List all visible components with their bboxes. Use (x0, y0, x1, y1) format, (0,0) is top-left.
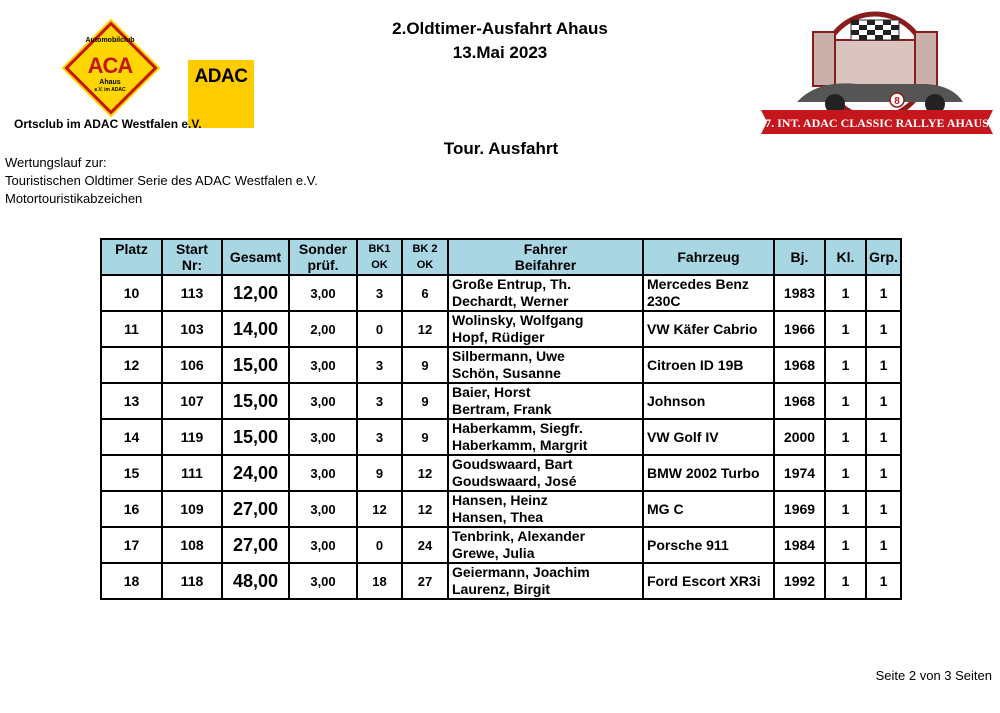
cell-gruppe: 1 (866, 563, 901, 599)
cell-fahrer-beifahrer (448, 491, 643, 527)
fahrer-name: Große Entrup, Th. (452, 276, 571, 292)
cell-bk1: 9 (357, 455, 402, 491)
fahrer-name: Wolinsky, Wolfgang (452, 312, 584, 328)
cell-gesamt: 48,00 (222, 563, 289, 599)
fahrzeug-line-1: BMW 2002 Turbo (647, 464, 760, 481)
beifahrer-name: Haberkamm, Margrit (452, 437, 588, 453)
header-fahrer: Fahrer Beifahrer (448, 239, 643, 275)
cell-klasse: 1 (825, 275, 866, 311)
cell-sonderpruef: 3,00 (289, 419, 357, 455)
aca-logo (62, 29, 158, 115)
event-date: 13.Mai 2023 (452, 43, 548, 62)
cell-fahrer-beifahrer (448, 419, 643, 455)
cell-bk2: 24 (402, 527, 448, 563)
cell-klasse: 1 (825, 527, 866, 563)
cell-gruppe: 1 (866, 491, 901, 527)
fahrzeug-line-1: VW Käfer Cabrio (647, 320, 758, 337)
header-bk1: BK1 OK (357, 239, 402, 275)
rallye-logo (757, 10, 997, 136)
fahrer-name: Goudswaard, Bart (452, 456, 573, 472)
ortsclub-label: Ortsclub im ADAC Westfalen e.V. (14, 117, 202, 131)
adac-logo: ADAC (188, 60, 254, 128)
rallye-logo-number: 8 (894, 96, 900, 107)
cell-fahrzeug (643, 563, 774, 599)
table-row (101, 383, 901, 419)
beifahrer-name: Hopf, Rüdiger (452, 329, 545, 345)
cell-bk2: 9 (402, 383, 448, 419)
cell-gesamt: 27,00 (222, 527, 289, 563)
cell-gesamt: 12,00 (222, 275, 289, 311)
cell-sonderpruef: 3,00 (289, 527, 357, 563)
fahrzeug-line-1: VW Golf IV (647, 428, 719, 445)
cell-baujahr: 1983 (774, 275, 825, 311)
table-row (101, 563, 901, 599)
header-bk2: BK 2 OK (402, 239, 448, 275)
cell-sonderpruef: 3,00 (289, 563, 357, 599)
cell-platz: 17 (101, 527, 162, 563)
table-row (101, 491, 901, 527)
cell-platz: 12 (101, 347, 162, 383)
info-line-2: Touristischen Oldtimer Serie des ADAC Westfalen e.V. (5, 173, 318, 188)
cell-fahrzeug (643, 527, 774, 563)
cell-sonderpruef: 2,00 (289, 311, 357, 347)
cell-sonderpruef: 3,00 (289, 491, 357, 527)
cell-fahrzeug (643, 347, 774, 383)
cell-fahrer-beifahrer (448, 311, 643, 347)
cell-platz: 16 (101, 491, 162, 527)
header-bj: Bj. (774, 239, 825, 275)
cell-klasse: 1 (825, 383, 866, 419)
cell-start-nr: 108 (162, 527, 222, 563)
fahrer-name: Tenbrink, Alexander (452, 528, 586, 544)
header-platz: Platz (101, 239, 162, 275)
header-sonderpruef: Sonder prüf. (289, 239, 357, 275)
cell-gruppe: 1 (866, 419, 901, 455)
document-title: 2.Oldtimer-Ausfahrt Ahaus (392, 19, 608, 38)
beifahrer-name: Schön, Susanne (452, 365, 561, 381)
fahrzeug-line-1: Johnson (647, 392, 706, 409)
cell-baujahr: 2000 (774, 419, 825, 455)
cell-fahrer-beifahrer (448, 455, 643, 491)
cell-gesamt: 15,00 (222, 347, 289, 383)
cell-gruppe: 1 (866, 455, 901, 491)
cell-gruppe: 1 (866, 527, 901, 563)
fahrer-name: Silbermann, Uwe (452, 348, 565, 364)
cell-bk1: 3 (357, 275, 402, 311)
header-grp: Grp. (866, 239, 901, 275)
rallye-logo-checkered-flag (851, 20, 899, 40)
cell-baujahr: 1992 (774, 563, 825, 599)
cell-platz: 11 (101, 311, 162, 347)
table-row (101, 275, 901, 311)
cell-bk1: 12 (357, 491, 402, 527)
beifahrer-name: Goudswaard, José (452, 473, 577, 489)
cell-bk1: 18 (357, 563, 402, 599)
beifahrer-name: Hansen, Thea (452, 509, 544, 525)
table-row (101, 347, 901, 383)
cell-fahrer-beifahrer (448, 347, 643, 383)
cell-baujahr: 1974 (774, 455, 825, 491)
header-fahrzeug: Fahrzeug (643, 239, 774, 275)
table-row (101, 311, 901, 347)
cell-baujahr: 1966 (774, 311, 825, 347)
cell-bk2: 9 (402, 419, 448, 455)
cell-gruppe: 1 (866, 275, 901, 311)
cell-bk2: 27 (402, 563, 448, 599)
cell-klasse: 1 (825, 311, 866, 347)
rallye-logo-tower-right (915, 32, 937, 86)
cell-baujahr: 1968 (774, 347, 825, 383)
beifahrer-name: Laurenz, Birgit (452, 581, 551, 597)
cell-bk1: 3 (357, 419, 402, 455)
cell-baujahr: 1968 (774, 383, 825, 419)
page-number: Seite 2 von 3 Seiten (875, 668, 992, 683)
cell-fahrer-beifahrer (448, 563, 643, 599)
table-row (101, 419, 901, 455)
header-kl: Kl. (825, 239, 866, 275)
cell-fahrzeug (643, 455, 774, 491)
table-row (101, 455, 901, 491)
cell-platz: 14 (101, 419, 162, 455)
cell-gesamt: 14,00 (222, 311, 289, 347)
cell-klasse: 1 (825, 419, 866, 455)
cell-gesamt: 15,00 (222, 383, 289, 419)
cell-sonderpruef: 3,00 (289, 455, 357, 491)
info-line-1: Wertungslauf zur: (5, 155, 107, 170)
section-title: Tour. Ausfahrt (443, 139, 559, 158)
fahrer-name: Haberkamm, Siegfr. (452, 420, 583, 436)
cell-bk2: 12 (402, 491, 448, 527)
cell-sonderpruef: 3,00 (289, 347, 357, 383)
cell-baujahr: 1984 (774, 527, 825, 563)
cell-gruppe: 1 (866, 347, 901, 383)
rallye-logo-tower-left (813, 32, 835, 86)
table-header-row (101, 239, 901, 275)
aca-logo-sub2-text: e.V. im ADAC (94, 87, 126, 93)
cell-fahrzeug (643, 275, 774, 311)
cell-sonderpruef: 3,00 (289, 383, 357, 419)
cell-platz: 10 (101, 275, 162, 311)
cell-start-nr: 107 (162, 383, 222, 419)
beifahrer-name: Bertram, Frank (452, 401, 552, 417)
cell-gesamt: 15,00 (222, 419, 289, 455)
beifahrer-name: Grewe, Julia (452, 545, 535, 561)
fahrer-name: Baier, Horst (452, 384, 531, 400)
aca-logo-top-text: Automobilclub (85, 37, 135, 44)
fahrzeug-line-1: Porsche 911 (647, 536, 729, 553)
cell-bk2: 9 (402, 347, 448, 383)
cell-bk2: 12 (402, 311, 448, 347)
header-start-nr: Start Nr: (162, 239, 222, 275)
cell-platz: 18 (101, 563, 162, 599)
fahrzeug-line-1: Citroen ID 19B (647, 356, 744, 373)
cell-gesamt: 24,00 (222, 455, 289, 491)
cell-bk1: 3 (357, 347, 402, 383)
cell-klasse: 1 (825, 491, 866, 527)
fahrzeug-line-1: Mercedes Benz (647, 276, 749, 292)
aca-logo-sub-text: Ahaus (99, 79, 121, 86)
cell-start-nr: 118 (162, 563, 222, 599)
cell-bk1: 3 (357, 383, 402, 419)
cell-fahrzeug (643, 419, 774, 455)
fahrer-name: Hansen, Heinz (452, 492, 548, 508)
cell-platz: 13 (101, 383, 162, 419)
cell-fahrer-beifahrer (448, 383, 643, 419)
cell-bk1: 0 (357, 527, 402, 563)
table-row (101, 527, 901, 563)
fahrer-name: Geiermann, Joachim (452, 564, 590, 580)
cell-start-nr: 113 (162, 275, 222, 311)
fahrzeug-line-1: Ford Escort XR3i (647, 572, 761, 589)
cell-platz: 15 (101, 455, 162, 491)
fahrzeug-line-2: 230C (647, 293, 681, 309)
header-gesamt: Gesamt (222, 239, 289, 275)
cell-start-nr: 103 (162, 311, 222, 347)
beifahrer-name: Dechardt, Werner (452, 293, 569, 309)
cell-start-nr: 111 (162, 455, 222, 491)
cell-start-nr: 109 (162, 491, 222, 527)
cell-gruppe: 1 (866, 311, 901, 347)
cell-fahrzeug (643, 311, 774, 347)
cell-fahrer-beifahrer (448, 527, 643, 563)
cell-klasse: 1 (825, 347, 866, 383)
cell-start-nr: 119 (162, 419, 222, 455)
rallye-logo-building (827, 40, 923, 86)
rallye-logo-banner-text: 7. INT. ADAC CLASSIC RALLYE AHAUS (765, 116, 989, 130)
cell-start-nr: 106 (162, 347, 222, 383)
info-line-3: Motortouristikabzeichen (5, 191, 143, 206)
cell-gruppe: 1 (866, 383, 901, 419)
cell-klasse: 1 (825, 563, 866, 599)
cell-bk2: 12 (402, 455, 448, 491)
fahrzeug-line-1: MG C (647, 500, 684, 517)
results-table (100, 238, 902, 600)
cell-gesamt: 27,00 (222, 491, 289, 527)
cell-klasse: 1 (825, 455, 866, 491)
aca-logo-main-text: ACA (87, 53, 133, 78)
cell-baujahr: 1969 (774, 491, 825, 527)
cell-bk2: 6 (402, 275, 448, 311)
cell-bk1: 0 (357, 311, 402, 347)
cell-fahrzeug (643, 491, 774, 527)
cell-fahrzeug (643, 383, 774, 419)
cell-sonderpruef: 3,00 (289, 275, 357, 311)
cell-fahrer-beifahrer (448, 275, 643, 311)
